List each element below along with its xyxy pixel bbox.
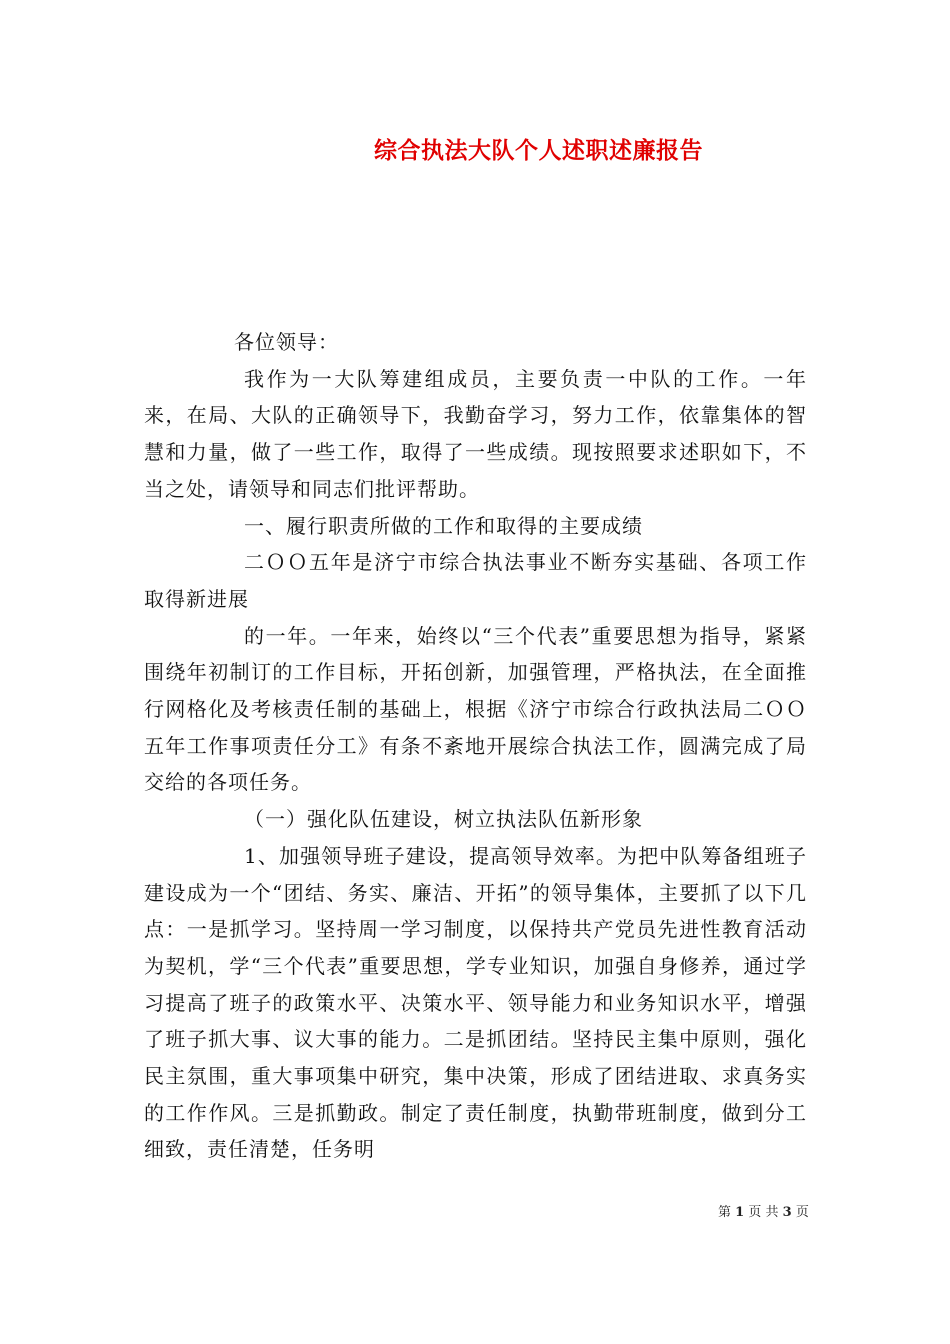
page-footer	[718, 1204, 809, 1222]
document-body	[144, 324, 807, 1168]
section-heading-1: 一、履行职责所做的工作和取得的主要成绩	[244, 513, 643, 538]
footer-prefix: 第	[718, 1205, 732, 1220]
paragraph-intro: 我作为一大队筹建组成员，主要负责一中队的工作。一年来，在局、大队的正确领导下，我勤奋学习，努力工作，依靠集体的智慧和力量，做了一些工作，取得了一些成绩。现按照要求述职如下，不当之处，请领导和同志们批评帮助。	[144, 366, 807, 501]
footer-total-pages: 3	[782, 1205, 792, 1220]
document-title: 综合执法大队个人述职述廉报告	[374, 137, 703, 164]
subsection-heading-1: （一）强化队伍建设，树立执法队伍新形象	[244, 807, 643, 832]
paragraph-leadership: 1、加强领导班子建设，提高领导效率。为把中队筹备组班子建设成为一个“团结、务实、廉洁、开拓”的领导集体，主要抓了以下几点：一是抓学习。坚持周一学习制度，以保持共产党员先进性教育活动为契机，学“三个代表”重要思想，学专业知识，加强自身修养，通过学习提高了班子的政策水平、决策水平、领导能力和业务知识水平，增强了班子抓大事、议大事的能力。二是抓团结。坚持民主集中原则，强化民主氛围，重大事项集中研究，集中决策，形成了团结进取、求真务实的工作作风。三是抓勤政。制定了责任制度，执勤带班制度，做到分工细致，责任清楚，任务明	[144, 843, 807, 1162]
footer-middle: 页 共	[748, 1205, 779, 1220]
salutation: 各位领导：	[234, 330, 339, 354]
footer-current-page: 1	[735, 1205, 745, 1220]
footer-suffix: 页	[795, 1205, 809, 1220]
paragraph-year-details: 的一年。一年来，始终以“三个代表”重要思想为指导，紧紧围绕年初制订的工作目标，开拓创新，加强管理，严格执法，在全面推行网格化及考核责任制的基础上，根据《济宁市综合行政执法局二ＯＯ五年工作事项责任分工》有条不紊地开展综合执法工作，圆满完成了局交给的各项任务。	[144, 623, 807, 795]
paragraph-year-summary: 二ＯＯ五年是济宁市综合执法事业不断夯实基础、各项工作取得新进展	[144, 550, 807, 611]
